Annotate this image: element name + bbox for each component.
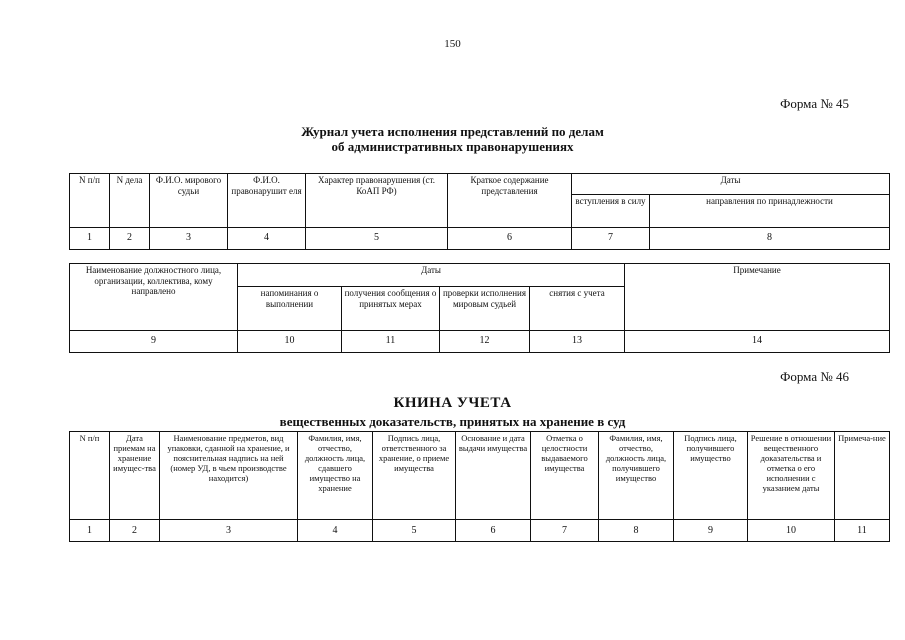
header-cell-number: N п/п <box>70 174 110 228</box>
column-number-cell: 9 <box>674 520 748 542</box>
header-cell-response-date: получения сообщения о принятых мерах <box>342 287 440 331</box>
header-cell: Фамилия, имя, отчество, должность лица, получившего имущество <box>599 432 674 520</box>
column-number-cell: 3 <box>150 228 228 250</box>
header-cell: Подпись лица, ответственного за хранение, о приеме имущества <box>373 432 456 520</box>
header-cell-reminder-date: напоминания о выполнении <box>238 287 342 331</box>
header-cell: Наименование предметов, вид упаковки, сданной на хранение, и пояснительная надпись на ней (номер УД, в чьем производстве находится) <box>160 432 298 520</box>
column-number-cell: 2 <box>110 228 150 250</box>
header-cell-note: Примечание <box>625 264 890 331</box>
column-number-cell: 9 <box>70 331 238 353</box>
column-number-cell: 14 <box>625 331 890 353</box>
header-cell-check-date: проверки исполнения мировым судьей <box>440 287 530 331</box>
column-number-cell: 4 <box>298 520 373 542</box>
column-number-cell: 5 <box>373 520 456 542</box>
column-number-cell: 11 <box>342 331 440 353</box>
column-number-cell: 7 <box>531 520 599 542</box>
column-number-cell: 4 <box>228 228 306 250</box>
header-cell-case-number: N дела <box>110 174 150 228</box>
column-number-cell: 6 <box>456 520 531 542</box>
column-number-cell: 1 <box>70 520 110 542</box>
header-cell: Примеча-ние <box>835 432 890 520</box>
column-number-cell: 2 <box>110 520 160 542</box>
form-46-title-line-2: вещественных доказательств, принятых на хранение в суд <box>279 414 626 429</box>
header-cell-effective-date: вступления в силу <box>572 195 650 228</box>
header-cell: Дата приемам на хранение имущес-тва <box>110 432 160 520</box>
header-cell-sent-date: направления по принадлежности <box>650 195 890 228</box>
page-number: 150 <box>444 38 461 50</box>
header-cell: N п/п <box>70 432 110 520</box>
form-45-title <box>0 124 905 154</box>
form-45-title-line-1: Журнал учета исполнения представлений по делам <box>301 124 604 139</box>
header-cell-judge-name: Ф.И.О. мирового судьи <box>150 174 228 228</box>
header-cell: Отметка о целостности выдаваемого имущества <box>531 432 599 520</box>
column-number-cell: 13 <box>530 331 625 353</box>
column-number-cell: 6 <box>448 228 572 250</box>
column-number-cell: 8 <box>599 520 674 542</box>
form-46-title-line-1: КНИНА УЧЕТА <box>393 395 512 411</box>
form-45-table-2 <box>69 263 890 353</box>
form-45-label: Форма № 45 <box>780 96 849 111</box>
header-cell-offender-name: Ф.И.О. правонарушит еля <box>228 174 306 228</box>
column-number-cell: 11 <box>835 520 890 542</box>
column-number-cell: 1 <box>70 228 110 250</box>
header-cell-summary: Краткое содержание представления <box>448 174 572 228</box>
header-cell-removal-date: снятия с учета <box>530 287 625 331</box>
header-cell: Основание и дата выдачи имущества <box>456 432 531 520</box>
form-46-label: Форма № 46 <box>780 369 849 384</box>
header-cell-recipient: Наименование должностного лица, организации, коллектива, кому направлено <box>70 264 238 331</box>
column-number-cell: 5 <box>306 228 448 250</box>
column-number-cell: 10 <box>238 331 342 353</box>
form-45-table-1 <box>69 173 890 250</box>
header-cell-dates: Даты <box>572 174 890 195</box>
column-number-cell: 8 <box>650 228 890 250</box>
header-cell-offense-type: Характер правонарушения (ст. КоАП РФ) <box>306 174 448 228</box>
column-number-cell: 3 <box>160 520 298 542</box>
form-46-table <box>69 431 890 542</box>
header-cell-dates: Даты <box>238 264 625 287</box>
column-number-cell: 12 <box>440 331 530 353</box>
column-number-cell: 10 <box>748 520 835 542</box>
form-45-title-line-2: об административных правонарушениях <box>331 139 574 154</box>
header-cell: Фамилия, имя, отчество, должность лица, сдавшего имущество на хранение <box>298 432 373 520</box>
header-cell: Подпись лица, получившего имущество <box>674 432 748 520</box>
column-number-cell: 7 <box>572 228 650 250</box>
header-cell: Решение в отношении вещественного доказательства и отметка о его исполнении с указанием даты <box>748 432 835 520</box>
